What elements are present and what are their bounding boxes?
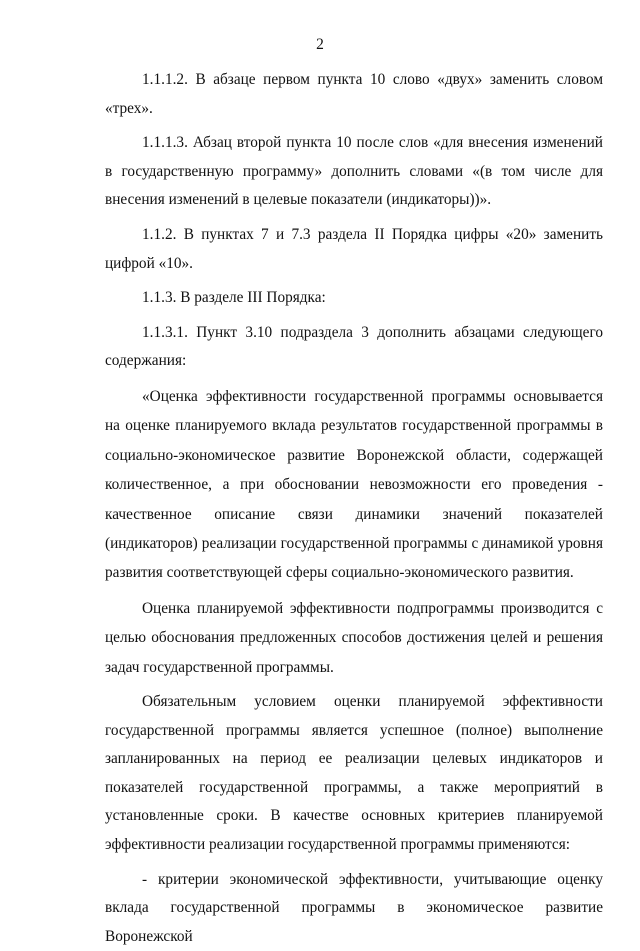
page-number: 2 [316, 36, 324, 53]
paragraph-quote-evaluation: «Оценка эффективности государственной программы основывается на оценке планируемого вклада результатов государственной программы в социально-экономическое развитие Воронежской области, содержащей количественное, а при обосновании невозможности его проведения - качественное описание связи динамики значений показателей (индикаторов) реализации государственной программы с динамикой уровня развития соответствующей сферы социально-экономического развития. [105, 387, 603, 582]
paragraph-1-1-3-1: 1.1.3.1. Пункт 3.10 подраздела 3 дополнить абзацами следующего содержания: [105, 323, 603, 370]
paragraph-1-1-3: 1.1.3. В разделе III Порядка: [142, 289, 326, 307]
paragraph-1-1-2: 1.1.2. В пунктах 7 и 7.3 раздела II Порядка цифры «20» заменить цифрой «10». [105, 225, 603, 272]
paragraph-1-1-1-2: 1.1.1.2. В абзаце первом пункта 10 слово «двух» заменить словом «трех». [105, 71, 603, 117]
paragraph-economic-criteria: - критерии экономической эффективности, учитывающие оценку вклада государственной программы в экономическое развитие Воронежской [105, 870, 603, 945]
document-body [105, 66, 603, 951]
paragraph-1-1-1-3: 1.1.1.3. Абзац второй пункта 10 после слов «для внесения изменений в государственную программу» дополнить словами «(в том числе для внесения изменений в целевые показатели (индикаторы))». [105, 134, 603, 209]
paragraph-subprogram-evaluation: Оценка планируемой эффективности подпрограммы производится с целью обоснования предложенных способов достижения целей и решения задач государственной программы. [105, 599, 603, 676]
paragraph-mandatory-condition: Обязательным условием оценки планируемой эффективности государственной программы является успешное (полное) выполнение запланированных на период ее реализации целевых индикаторов и показателей государственной программы, а также мероприятий в установленные сроки. В качестве основных критериев планируемой эффективности реализации государственной программы применяются: [105, 693, 603, 853]
